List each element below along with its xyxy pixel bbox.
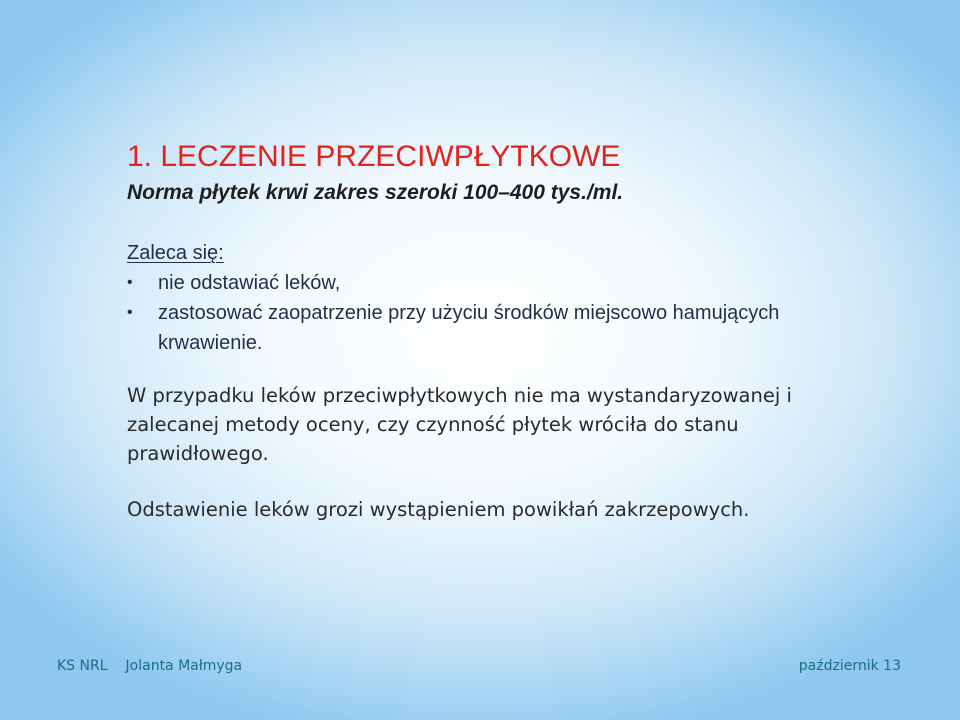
- recommendation-heading: Zaleca się:: [127, 242, 224, 264]
- bullet-icon: •: [127, 304, 133, 321]
- footer-left: [57, 655, 242, 677]
- list-item: [127, 268, 847, 298]
- bullet-icon: •: [127, 274, 133, 291]
- list-item-text: nie odstawiać leków,: [158, 272, 341, 294]
- footer-date: październik 13: [798, 658, 901, 674]
- slide-subtitle: Norma płytek krwi zakres szeroki 100–400 tys./ml.: [127, 181, 624, 204]
- paragraph-assessment: W przypadku leków przeciwpłytkowych nie ma wystandaryzowanej i zalecanej metody oceny, czy czynność płytek wróciła do stanu prawidłowego.: [127, 384, 792, 465]
- footer-author: Jolanta Małmyga: [125, 658, 243, 674]
- recommendation-list: [127, 268, 847, 358]
- recommendation-block: [127, 238, 847, 358]
- list-item-text: zastosować zaopatrzenie przy użyciu środków miejscowo hamujących krwawienie.: [158, 302, 780, 354]
- footer-org: KS NRL: [57, 658, 108, 674]
- slide-title: 1. LECZENIE PRZECIWPŁYTKOWE: [127, 140, 621, 173]
- list-item: [127, 298, 847, 358]
- paragraph-risk: Odstawienie leków grozi wystąpieniem powikłań zakrzepowych.: [127, 498, 750, 521]
